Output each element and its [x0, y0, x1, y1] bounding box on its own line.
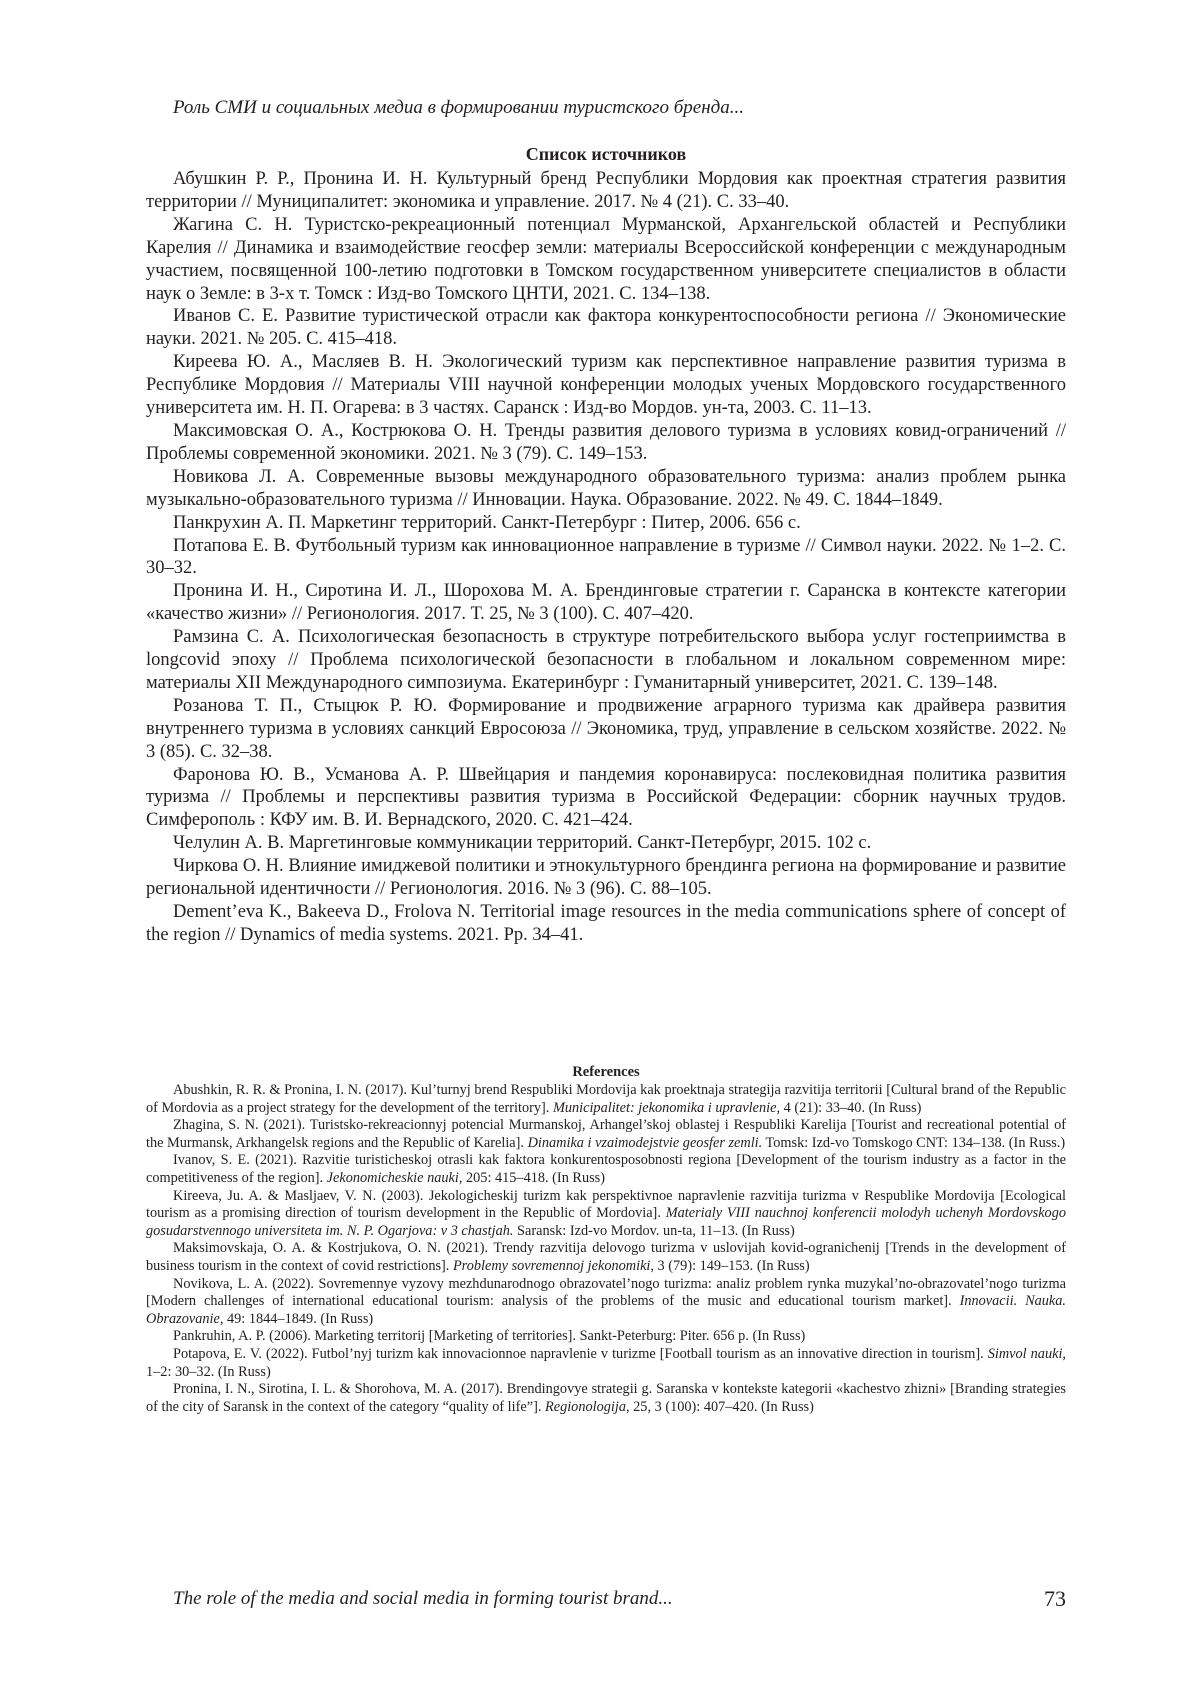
- source-item: Абушкин Р. Р., Пронина И. Н. Культурный бренд Республики Мордовия как проектная стратегия развития территории // Муниципалитет: экономика и управление. 2017. № 4 (21). С. 33–40.: [146, 169, 1066, 212]
- references-section: [146, 1062, 1066, 1416]
- sources-section: [146, 140, 1066, 947]
- source-item: Панкрухин А. П. Маркетинг территорий. Санкт-Петербург : Питер, 2006. 656 с.: [173, 512, 801, 533]
- references-heading: References: [572, 1064, 640, 1080]
- reference-item: Kireeva, Ju. A. & Masljaev, V. N. (2003). Jekologicheskij turizm kak perspektivnoe napravlenie razvitija turizma v Respublike Mordovija [Ecological tourism as a promising direction of tourism development in the Republic of Mordovia]. Materialy VIII nauchnoj konferencii molodyh uchenyh Mordovskogo gosudarstvennogo universiteta im. N. P. Ogarjova: v 3 chastjah. Saransk: Izd-vo Mordov. un-ta, 11–13. (In Russ): [146, 1187, 1066, 1239]
- running-head: Роль СМИ и социальных медиа в формировании туристского бренда...: [173, 97, 744, 118]
- source-item: Рамзина С. А. Психологическая безопасность в структуре потребительского выбора услуг гостеприимства в longcovid эпоху // Проблема психологической безопасности в глобальном и локальном современном мире: материалы XII Международного симпозиума. Екатеринбург : Гуманитарный университет, 2021. С. 139–148.: [146, 627, 1066, 693]
- reference-item: Pronina, I. N., Sirotina, I. L. & Shorohova, M. A. (2017). Brendingovye strategii g. Saranska v kontekste kategorii «kachestvo zhizni» [Branding strategies of the city of Saransk in the context of the category “quality of life”]. Regionologija, 25, 3 (100): 407–420. (In Russ): [146, 1381, 1066, 1415]
- reference-item: Zhagina, S. N. (2021). Turistsko-rekreacionnyj potencial Murmanskoj, Arhangel’skoj oblastej i Respubliki Karelija [Tourist and recreational potential of the Murmansk, Arkhangelsk regions and the Republic of Karelia]. Dinamika i vzaimodejstvie geosfer zemli. Tomsk: Izd-vo Tomskogo CNT: 134–138. (In Russ.): [146, 1117, 1066, 1151]
- sources-heading: Список источников: [525, 144, 687, 164]
- footer-running-title: The role of the media and social media in forming tourist brand...: [173, 1588, 673, 1609]
- reference-item: Potapova, E. V. (2022). Futbol’nyj turizm kak innovacionnoe napravlenie v turizme [Football tourism as an innovative direction in tourism]. Simvol nauki, 1–2: 30–32. (In Russ): [146, 1345, 1066, 1380]
- page-number: 73: [1044, 1586, 1066, 1611]
- reference-item: Pankruhin, A. P. (2006). Marketing territorij [Marketing of territories]. Sankt-Peterburg: Piter. 656 p. (In Russ): [173, 1328, 806, 1345]
- page-footer: [146, 1588, 1066, 1618]
- reference-item: Novikova, L. A. (2022). Sovremennye vyzovy mezhdunarodnogo obrazovatel’nogo turizma: analiz problem rynka muzykal’no-obrazovatel’nogo turizma [Modern challenges of international educational tourism: analysis of the problems of the music and educational tourism market]. Innovacii. Nauka. Obrazovanie, 49: 1844–1849. (In Russ): [146, 1275, 1066, 1327]
- source-item: Киреева Ю. А., Масляев В. Н. Экологический туризм как перспективное направление развития туризма в Республике Мордовия // Материалы VIII научной конференции молодых ученых Мордовского государственного университета им. Н. П. Огарева: в 3 частях. Саранск : Изд-во Мордов. ун-та, 2003. С. 11–13.: [146, 352, 1066, 419]
- source-item: Dement’eva K., Bakeeva D., Frolova N. Territorial image resources in the media communications sphere of concept of the region // Dynamics of media systems. 2021. Pp. 34–41.: [146, 902, 1066, 945]
- reference-item: Maksimovskaja, O. A. & Kostrjukova, O. N. (2021). Trendy razvitija delovogo turizma v uslovijah kovid-ogranichenij [Trends in the development of business tourism in the context of covid restrictions]. Problemy sovremennoj jekonomiki, 3 (79): 149–153. (In Russ): [146, 1240, 1066, 1274]
- reference-item: Abushkin, R. R. & Pronina, I. N. (2017). Kul’turnyj brend Respubliki Mordovija kak proektnaja strategija razvitija territorii [Cultural brand of the Republic of Mordovia as a project strategy for the development of the territory]. Municipalitet: jekonomika i upravlenie, 4 (21): 33–40. (In Russ): [146, 1082, 1066, 1116]
- source-item: Новикова Л. А. Современные вызовы международного образовательного туризма: анализ проблем рынка музыкально-образовательного туризма // Инновации. Наука. Образование. 2022. № 49. С. 1844–1849.: [146, 466, 1066, 510]
- source-item: Жагина С. Н. Туристско-рекреационный потенциал Мурманской, Архангельской областей и Республики Карелия // Динамика и взаимодействие геосфер земли: материалы Всероссийской конференции с международным участием, посвященной 100-летию подготовки в Томском государственном университете специалистов в области наук о Земле: в 3-х т. Томск : Изд-во Томского ЦНТИ, 2021. С. 134–138.: [146, 214, 1066, 304]
- reference-item: Ivanov, S. E. (2021). Razvitie turisticheskoj otrasli kak faktora konkurentosposobnosti regiona [Development of the tourism industry as a factor in the competitiveness of the region]. Jekonomicheskie nauki, 205: 415–418. (In Russ): [146, 1152, 1066, 1186]
- source-item: Иванов С. Е. Развитие туристической отрасли как фактора конкурентоспособности региона // Экономические науки. 2021. № 205. С. 415–418.: [146, 306, 1066, 350]
- source-item: Максимовская О. А., Кострюкова О. Н. Тренды развития делового туризма в условиях ковид-ограничений // Проблемы современной экономики. 2021. № 3 (79). С. 149–153.: [146, 420, 1066, 464]
- source-item: Чиркова О. Н. Влияние имиджевой политики и этнокультурного брендинга региона на формирование и развитие региональной идентичности // Регионология. 2016. № 3 (96). С. 88–105.: [146, 856, 1066, 900]
- source-item: Потапова Е. В. Футбольный туризм как инновационное направление в туризме // Символ науки. 2022. № 1–2. С. 30–32.: [146, 535, 1066, 579]
- source-item: Розанова Т. П., Стыцюк Р. Ю. Формирование и продвижение аграрного туризма как драйвера развития внутреннего туризма в условиях санкций Евросоюза // Экономика, труд, управление в сельском хозяйстве. 2022. № 3 (85). С. 32–38.: [146, 695, 1066, 762]
- source-item: Фаронова Ю. В., Усманова А. Р. Швейцария и пандемия коронавируса: послековидная политика развития туризма // Проблемы и перспективы развития туризма в Российской Федерации: сборник научных трудов. Симферополь : КФУ им. В. И. Вернадского, 2020. С. 421–424.: [146, 764, 1066, 831]
- source-item: Пронина И. Н., Сиротина И. Л., Шорохова М. А. Брендинговые стратегии г. Саранска в контексте категории «качество жизни» // Регионология. 2017. Т. 25, № 3 (100). С. 407–420.: [146, 581, 1066, 625]
- source-item: Челулин А. В. Маргетинговые коммуникации территорий. Санкт-Петербург, 2015. 102 с.: [173, 833, 872, 854]
